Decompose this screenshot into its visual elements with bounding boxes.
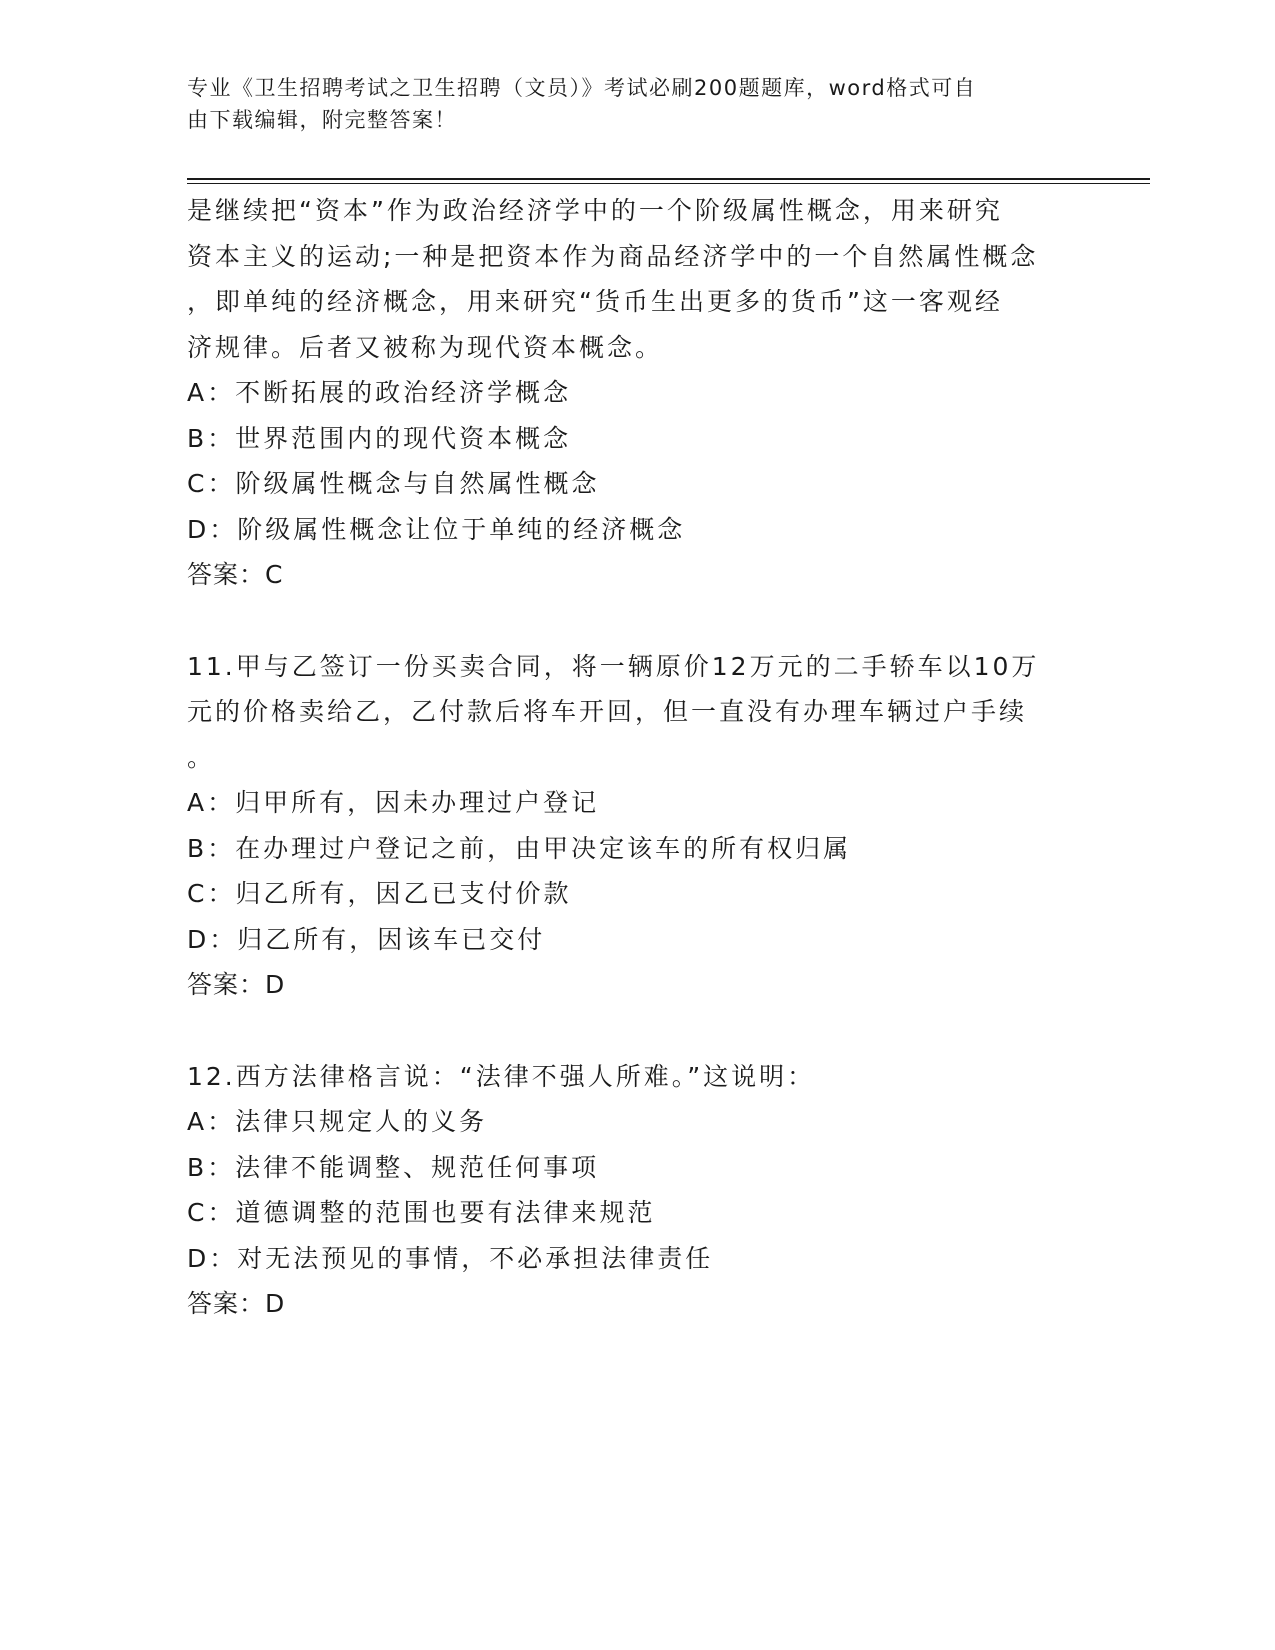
question-content	[187, 188, 1087, 1327]
question-stem-line: 济规律。后者又被称为现代资本概念。	[187, 332, 664, 362]
option-c: C：阶级属性概念与自然属性概念	[187, 469, 600, 498]
option-b: B：法律不能调整、规范任何事项	[187, 1152, 600, 1182]
answer: 答案：D	[187, 970, 286, 999]
option-a: A：法律只规定人的义务	[187, 1107, 488, 1136]
spacer	[187, 1008, 1087, 1054]
option-a: A：不断拓展的政治经济学概念	[187, 378, 572, 407]
question-stem-line: 11.甲与乙签订一份买卖合同，将一辆原价12万元的二手轿车以10万	[187, 651, 1040, 681]
option-d: D：阶级属性概念让位于单纯的经济概念	[187, 514, 686, 544]
option-d: D：对无法预见的事情，不必承担法律责任	[187, 1243, 714, 1273]
answer: 答案：D	[187, 1289, 286, 1318]
spacer	[187, 598, 1087, 644]
question-stem-line: 是继续把“资本”作为政治经济学中的一个阶级属性概念，用来研究	[187, 196, 1003, 225]
header-line: 专业《卫生招聘考试之卫生招聘（文员）》考试必刷200题题库，word格式可自	[187, 76, 977, 100]
header-rule-thin	[187, 183, 1150, 184]
question-stem-line: 。	[187, 742, 216, 772]
question-stem-line: ，即单纯的经济概念，用来研究“货币生出更多的货币”这一客观经	[187, 287, 1003, 316]
header-rule-thick	[187, 178, 1150, 180]
option-b: B：在办理过户登记之前，由甲决定该车的所有权归属	[187, 833, 852, 863]
question-stem-line: 资本主义的运动;一种是把资本作为商品经济学中的一个自然属性概念	[187, 241, 1039, 271]
option-d: D：归乙所有，因该车已交付	[187, 924, 546, 954]
option-a: A：归甲所有，因未办理过户登记	[187, 788, 600, 817]
question-11	[187, 644, 1087, 1008]
question-12	[187, 1054, 1087, 1327]
option-c: C：归乙所有，因乙已支付价款	[187, 879, 572, 908]
header-line: 由下载编辑，附完整答案！	[187, 108, 457, 132]
answer: 答案：C	[187, 560, 284, 589]
document-header	[187, 72, 1067, 136]
option-c: C：道德调整的范围也要有法律来规范	[187, 1198, 656, 1227]
option-b: B：世界范围内的现代资本概念	[187, 423, 572, 453]
question-stem-line: 12.西方法律格言说：“法律不强人所难。”这说明：	[187, 1061, 816, 1091]
question-stem-line: 元的价格卖给乙，乙付款后将车开回，但一直没有办理车辆过户手续	[187, 697, 1028, 726]
question-10	[187, 188, 1087, 598]
